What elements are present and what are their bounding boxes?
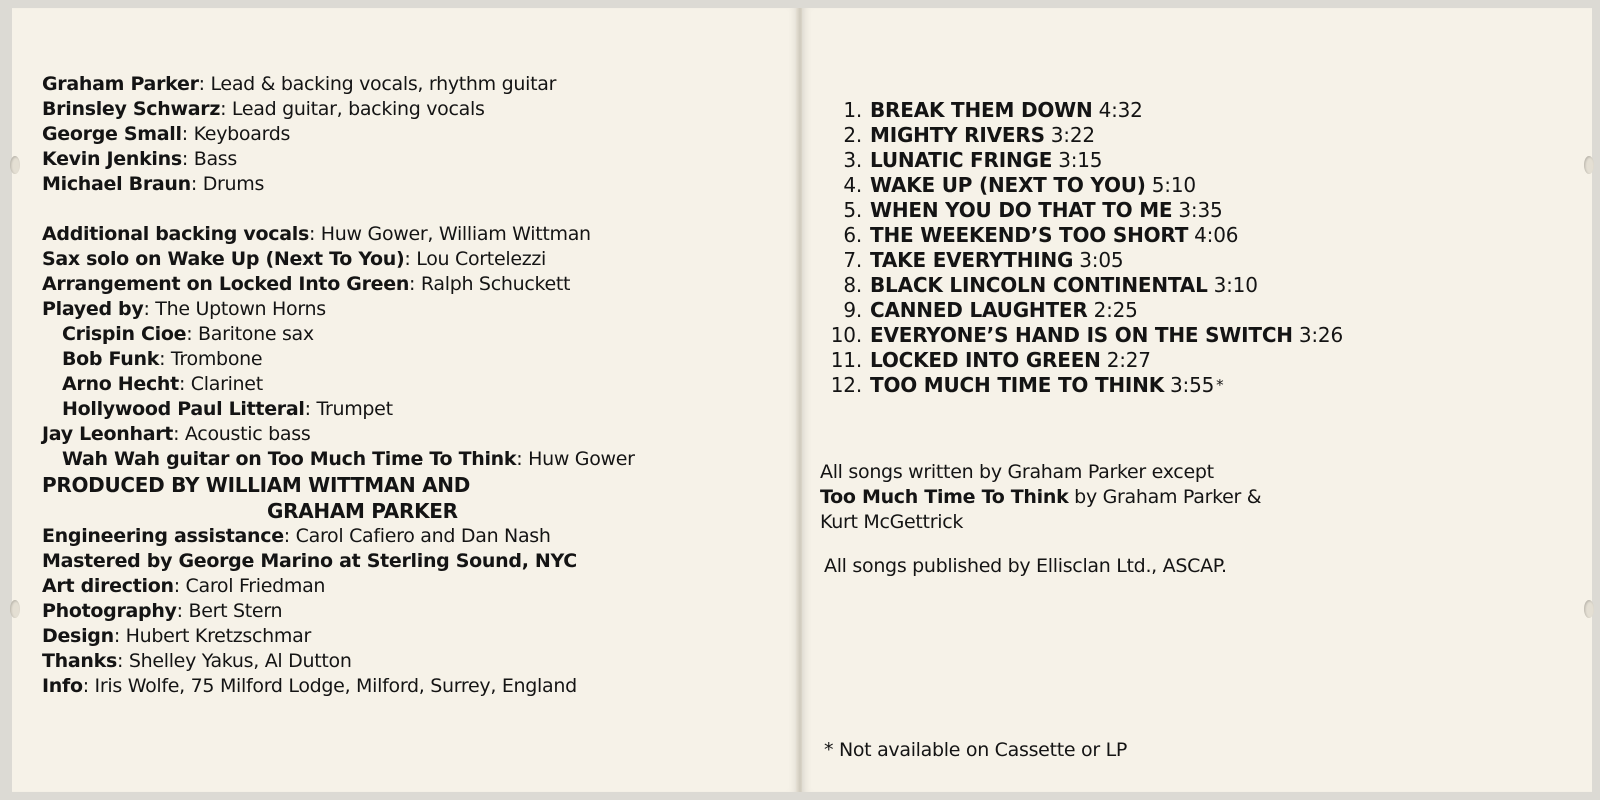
publisher-note: All songs published by Ellisclan Ltd., ASCAP. (824, 555, 1227, 577)
credit-line (42, 122, 792, 147)
credit-role: Kevin Jenkins (42, 148, 182, 170)
producer-line-2: GRAHAM PARKER (267, 499, 458, 523)
credit-role: Bob Funk (62, 348, 160, 370)
credit-line (42, 524, 792, 549)
left-page (12, 8, 798, 792)
track-title: CANNED LAUGHTER (870, 298, 1088, 322)
credit-detail: : The Uptown Horns (143, 298, 326, 320)
note-line: All songs written by Graham Parker except (820, 461, 1214, 483)
credit-line (42, 549, 792, 574)
track-num: 12. (830, 373, 862, 397)
band-credits (42, 72, 792, 197)
track-row (824, 298, 1345, 323)
track-title: EVERYONE’S HAND IS ON THE SWITCH (870, 323, 1293, 347)
track-row (824, 173, 1345, 198)
track-row (824, 348, 1345, 373)
track-title: TOO MUCH TIME TO THINK (870, 373, 1165, 397)
credit-detail: : Acoustic bass (173, 423, 311, 445)
credit-line (42, 97, 792, 122)
track-title: MIGHTY RIVERS (870, 123, 1045, 147)
track-list (824, 98, 1345, 398)
track-row (824, 323, 1345, 348)
additional-credits (42, 222, 792, 322)
credit-line (42, 247, 792, 272)
credit-line-bass (42, 422, 792, 447)
credit-role: Arrangement on Locked Into Green (42, 273, 410, 295)
credit-line (42, 624, 792, 649)
spacer (42, 197, 792, 222)
credit-line (42, 272, 792, 297)
track-num: 8. (843, 273, 862, 297)
credit-role: Info (42, 675, 83, 697)
track-time: 5:10 (1151, 173, 1196, 197)
track-title: BREAK THEM DOWN (870, 98, 1093, 122)
credit-role: Engineering assistance (42, 525, 284, 547)
note-text: by Graham Parker & (1068, 486, 1262, 508)
right-page (802, 8, 1592, 792)
track-row (824, 373, 1345, 398)
track-time: 3:26 (1298, 323, 1343, 347)
credit-detail: : Shelley Yakus, Al Dutton (116, 650, 352, 672)
note-song-title: Too Much Time To Think (820, 486, 1069, 508)
credit-detail: : Baritone sax (186, 323, 314, 345)
credit-detail: : Hubert Kretzschmar (113, 625, 311, 647)
credit-detail: : Drums (190, 173, 265, 195)
track-row (824, 148, 1345, 173)
credit-line (42, 72, 792, 97)
credit-detail: : Iris Wolfe, 75 Milford Lodge, Milford, Surrey, England (82, 675, 577, 697)
track-title: TAKE EVERYTHING (870, 248, 1074, 272)
credit-detail: : Huw Gower (516, 448, 635, 470)
credit-role: Art direction (42, 575, 174, 597)
credit-detail: : Trombone (159, 348, 263, 370)
track-num: 5. (843, 198, 862, 222)
credit-role: George Small (42, 123, 182, 145)
credit-line (42, 347, 792, 372)
credit-role: Mastered by George Marino at Sterling Sound, NYC (42, 550, 577, 572)
credit-line (42, 397, 792, 422)
credit-detail: : Lead guitar, backing vocals (220, 98, 485, 120)
binding-notch (10, 156, 20, 174)
track-title: LOCKED INTO GREEN (870, 348, 1101, 372)
credit-role: Wah Wah guitar on Too Much Time To Think (62, 448, 517, 470)
credit-detail: : Keyboards (181, 123, 291, 145)
credit-line (42, 297, 792, 322)
credit-line (42, 322, 792, 347)
credit-detail: : Lead & backing vocals, rhythm guitar (198, 73, 557, 95)
track-title: WHEN YOU DO THAT TO ME (870, 198, 1173, 222)
track-title: WAKE UP (NEXT TO YOU) (870, 173, 1146, 197)
credit-role: Crispin Cioe (62, 323, 187, 345)
credit-role: Arno Hecht (62, 373, 179, 395)
track-time: 2:25 (1093, 298, 1138, 322)
track-num: 3. (843, 148, 862, 172)
track-title: BLACK LINCOLN CONTINENTAL (870, 273, 1208, 297)
credits-block (42, 72, 792, 699)
footnote: * Not available on Cassette or LP (824, 739, 1128, 761)
credit-role: Thanks (42, 650, 117, 672)
credit-role: Michael Braun (42, 173, 191, 195)
production-credits (42, 524, 792, 699)
credit-line (42, 574, 792, 599)
horns-credits (42, 322, 792, 422)
track-time: 3:05 (1079, 248, 1124, 272)
credit-line (42, 372, 792, 397)
track-time: 3:10 (1213, 273, 1258, 297)
track-num: 4. (843, 173, 862, 197)
credit-line (42, 147, 792, 172)
binding-notch (10, 600, 20, 618)
track-num: 7. (843, 248, 862, 272)
credit-line (42, 649, 792, 674)
note-line (820, 485, 1261, 510)
track-num: 1. (843, 98, 862, 122)
credit-role: Played by (42, 298, 144, 320)
track-row (824, 223, 1345, 248)
credit-detail: : Ralph Schuckett (409, 273, 571, 295)
credit-role: Graham Parker (42, 73, 199, 95)
credit-detail: : Lou Cortelezzi (404, 248, 547, 270)
credit-line (42, 674, 792, 699)
credit-line (42, 599, 792, 624)
track-row (824, 198, 1345, 223)
credit-detail: : Bass (181, 148, 238, 170)
track-row (824, 273, 1345, 298)
track-time: 3:55 (1170, 373, 1215, 397)
track-time: 4:32 (1098, 98, 1143, 122)
credit-role: Brinsley Schwarz (42, 98, 221, 120)
credit-line-wahwah (42, 447, 792, 472)
track-time: 3:15 (1058, 148, 1103, 172)
credit-detail: : Clarinet (178, 373, 263, 395)
note-line: Kurt McGettrick (820, 511, 964, 533)
track-title: THE WEEKEND’S TOO SHORT (870, 223, 1189, 247)
track-row (824, 123, 1345, 148)
track-row (824, 98, 1345, 123)
credit-detail: : Carol Friedman (173, 575, 326, 597)
credit-role: Sax solo on Wake Up (Next To You) (42, 248, 405, 270)
credit-role: Additional backing vocals (42, 223, 309, 245)
track-num: 10. (830, 323, 862, 347)
credit-detail: : Bert Stern (176, 600, 283, 622)
track-time: 3:35 (1178, 198, 1223, 222)
credit-detail: : Trumpet (304, 398, 393, 420)
track-num: 9. (843, 298, 862, 322)
credit-line (42, 222, 792, 247)
binding-notch (1584, 600, 1594, 618)
binding-notch (1584, 156, 1594, 174)
track-time: 4:06 (1194, 223, 1239, 247)
track-time: 3:22 (1050, 123, 1095, 147)
songwriting-notes (820, 460, 1261, 535)
credit-role: Jay Leonhart (42, 423, 174, 445)
producer-line-1: PRODUCED BY WILLIAM WITTMAN AND (42, 473, 471, 497)
track-title: LUNATIC FRINGE (870, 148, 1053, 172)
track-num: 6. (843, 223, 862, 247)
credit-line (42, 172, 792, 197)
credit-detail: : Huw Gower, William Wittman (308, 223, 591, 245)
credit-role: Design (42, 625, 114, 647)
credit-role: Photography (42, 600, 177, 622)
track-time: 2:27 (1106, 348, 1151, 372)
track-mark: * (1216, 376, 1224, 394)
track-row (824, 248, 1345, 273)
track-num: 11. (830, 348, 862, 372)
credit-detail: : Carol Cafiero and Dan Nash (283, 525, 551, 547)
track-num: 2. (843, 123, 862, 147)
credit-role: Hollywood Paul Litteral (62, 398, 305, 420)
